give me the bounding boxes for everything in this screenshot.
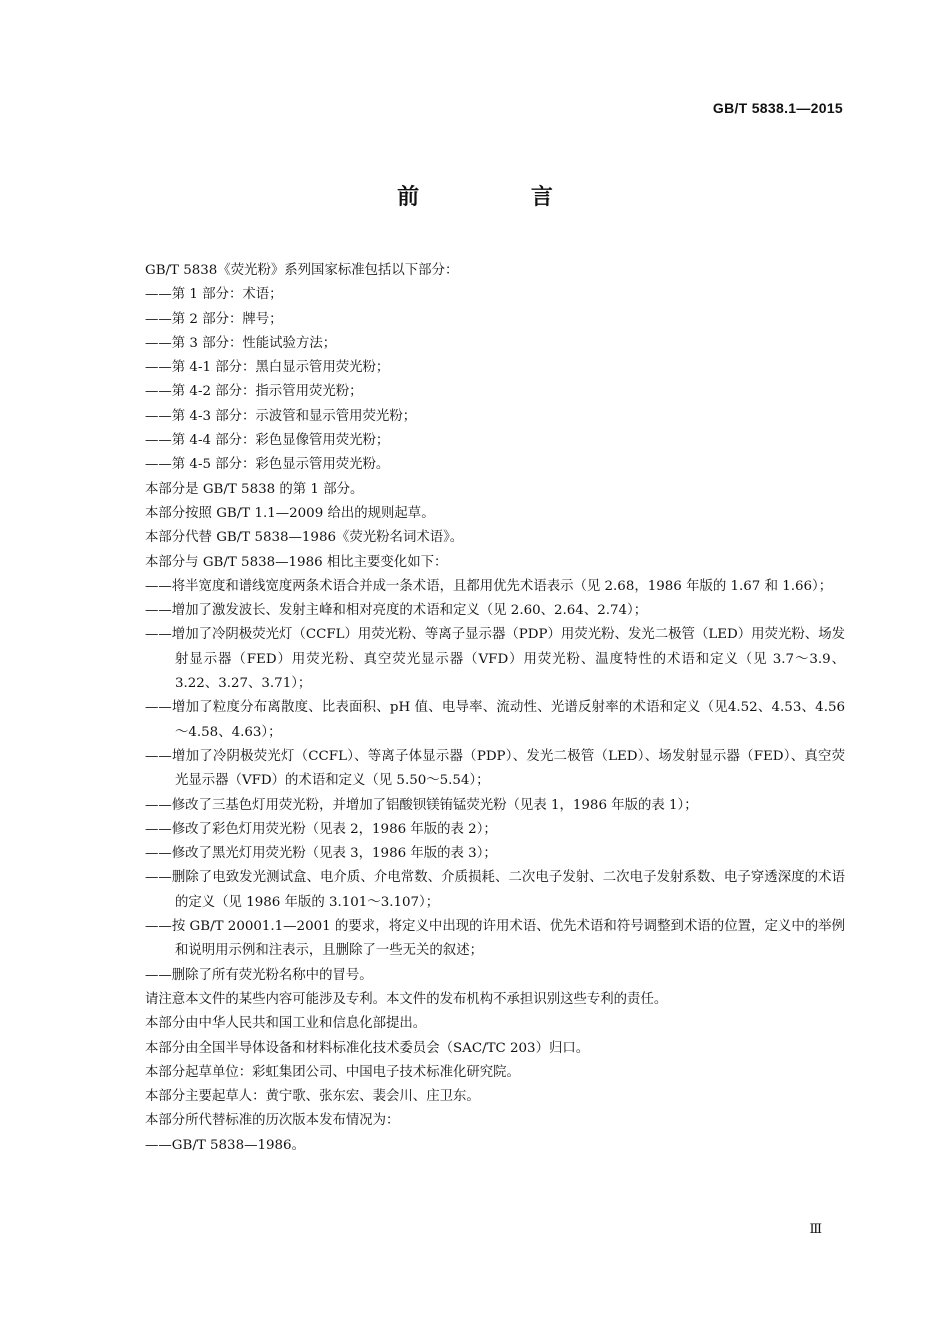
drafters-paragraph: 本部分主要起草人：黄宁歌、张东宏、裴会川、庄卫东。 bbox=[145, 1089, 480, 1105]
page-title: 前 言 bbox=[397, 185, 605, 210]
change-item: ——修改了三基色灯用荧光粉，并增加了铝酸钡镁铕锰荧光粉（见表 1，1986 年版的表 1）； bbox=[145, 797, 698, 813]
parts-list bbox=[145, 283, 845, 477]
list-item: ——第 4-5 部分：彩色显示管用荧光粉。 bbox=[145, 457, 390, 473]
statement-paragraph: 本部分按照 GB/T 1.1—2009 给出的规则起草。 bbox=[145, 505, 435, 521]
proposer-paragraph: 本部分由中华人民共和国工业和信息化部提出。 bbox=[145, 1016, 427, 1032]
change-item: ——增加了激发波长、发射主峰和相对亮度的术语和定义（见 2.60、2.64、2.74）； bbox=[145, 603, 648, 619]
closing-statements bbox=[145, 988, 845, 1158]
patent-notice: 请注意本文件的某些内容可能涉及专利。本文件的发布机构不承担识别这些专利的责任。 bbox=[145, 991, 668, 1007]
change-item: ——修改了黑光灯用荧光粉（见表 3，1986 年版的表 3）； bbox=[145, 846, 497, 862]
statement-paragraph: 本部分是 GB/T 5838 的第 1 部分。 bbox=[145, 481, 364, 497]
page-number: Ⅲ bbox=[809, 1222, 822, 1237]
list-item: ——第 4-3 部分：示波管和显示管用荧光粉； bbox=[145, 408, 417, 424]
statement-paragraph: 本部分与 GB/T 5838—1986 相比主要变化如下： bbox=[145, 554, 448, 570]
list-item: ——第 4-4 部分：彩色显像管用荧光粉； bbox=[145, 433, 390, 449]
list-item: ——第 4-2 部分：指示管用荧光粉； bbox=[145, 384, 363, 400]
preface-body bbox=[145, 259, 845, 1158]
change-item: ——将半宽度和谱线宽度两条术语合并成一条术语，且都用优先术语表示（见 2.68，1986 年版的 1.67 和 1.66）； bbox=[145, 578, 833, 594]
changes-list bbox=[145, 575, 845, 988]
committee-paragraph: 本部分由全国半导体设备和材料标准化技术委员会（SAC/TC 203）归口。 bbox=[145, 1040, 590, 1056]
change-item: ——增加了粒度分布离散度、比表面积、pH 值、电导率、流动性、光谱反射率的术语和定义（见4.52、4.53、4.56～4.58、4.63）； bbox=[145, 700, 845, 740]
standard-code: GB/T 5838.1—2015 bbox=[712, 100, 843, 116]
change-item: ——增加了冷阴极荧光灯（CCFL）用荧光粉、等离子显示器（PDP）用荧光粉、发光二极管（LED）用荧光粉、场发射显示器（FED）用荧光粉、真空荧光显示器（VFD）用荧光粉、温度特性的术语和定义（见 3.7～3.9、3.22、3.27、3.71）； bbox=[145, 627, 845, 692]
statements bbox=[145, 478, 845, 575]
history-item: ——GB/T 5838—1986。 bbox=[145, 1137, 305, 1153]
change-item: ——增加了冷阴极荧光灯（CCFL）、等离子体显示器（PDP）、发光二极管（LED）、场发射显示器（FED）、真空荧光显示器（VFD）的术语和定义（见 5.50～5.54）； bbox=[145, 748, 845, 789]
list-item: ——第 4-1 部分：黑白显示管用荧光粉； bbox=[145, 360, 390, 376]
change-item: ——修改了彩色灯用荧光粉（见表 2，1986 年版的表 2）； bbox=[145, 821, 497, 837]
change-item: ——删除了所有荧光粉名称中的冒号。 bbox=[145, 967, 373, 983]
list-item: ——第 1 部分：术语； bbox=[145, 287, 283, 303]
statement-paragraph: 本部分代替 GB/T 5838—1986《荧光粉名词术语》。 bbox=[145, 530, 464, 546]
history-paragraph: 本部分所代替标准的历次版本发布情况为： bbox=[145, 1113, 400, 1129]
list-item: ——第 2 部分：牌号； bbox=[145, 311, 283, 327]
list-item: ——第 3 部分：性能试验方法； bbox=[145, 335, 337, 351]
intro-paragraph: GB/T 5838《荧光粉》系列国家标准包括以下部分： bbox=[145, 263, 459, 278]
change-item: ——删除了电致发光测试盒、电介质、介电常数、介质损耗、二次电子发射、二次电子发射系数、电子穿透深度的术语的定义（见 1986 年版的 3.101～3.107）； bbox=[145, 870, 845, 910]
change-item: ——按 GB/T 20001.1—2001 的要求，将定义中出现的许用术语、优先术语和符号调整到术语的位置，定义中的举例和说明用示例和注表示，且删除了一些无关的叙述； bbox=[145, 919, 845, 959]
drafting-units-paragraph: 本部分起草单位：彩虹集团公司、中国电子技术标准化研究院。 bbox=[145, 1064, 520, 1080]
